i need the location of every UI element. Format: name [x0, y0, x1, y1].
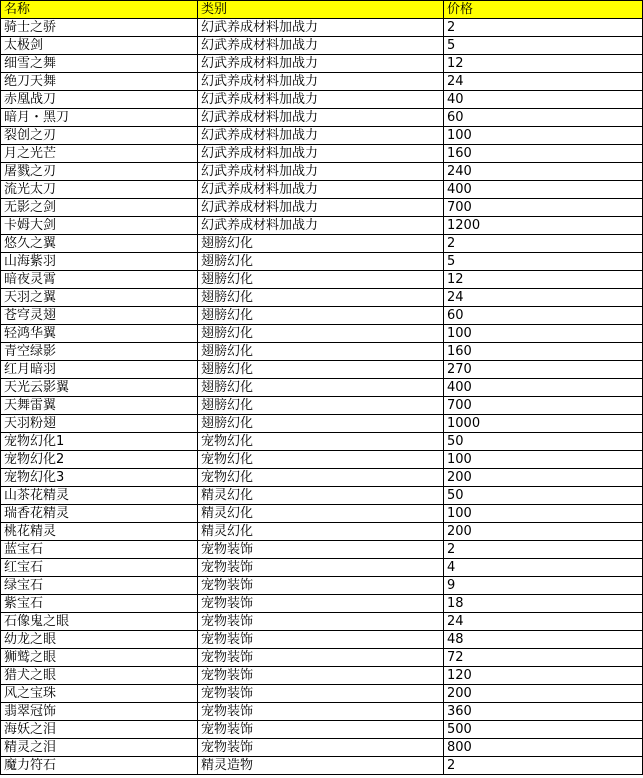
cell-category: 翅膀幻化 — [198, 325, 444, 343]
cell-price: 18 — [444, 595, 643, 613]
cell-price: 400 — [444, 379, 643, 397]
cell-name: 海妖之泪 — [1, 721, 198, 739]
cell-price: 60 — [444, 109, 643, 127]
cell-name: 宠物幻化1 — [1, 433, 198, 451]
cell-name: 红宝石 — [1, 559, 198, 577]
column-header-name: 名称 — [1, 1, 198, 19]
cell-category: 宠物幻化 — [198, 451, 444, 469]
cell-price: 270 — [444, 361, 643, 379]
cell-category: 精灵造物 — [198, 757, 444, 775]
table-row — [1, 613, 643, 631]
cell-price: 12 — [444, 271, 643, 289]
cell-price: 5 — [444, 253, 643, 271]
cell-name: 暗月・黑刀 — [1, 109, 198, 127]
cell-name: 太极剑 — [1, 37, 198, 55]
cell-price: 1000 — [444, 415, 643, 433]
cell-category: 幻武养成材料加战力 — [198, 55, 444, 73]
table-row — [1, 505, 643, 523]
cell-price: 72 — [444, 649, 643, 667]
table-row — [1, 397, 643, 415]
cell-name: 山茶花精灵 — [1, 487, 198, 505]
cell-category: 幻武养成材料加战力 — [198, 199, 444, 217]
cell-category: 宠物装饰 — [198, 595, 444, 613]
cell-category: 翅膀幻化 — [198, 235, 444, 253]
table-row — [1, 37, 643, 55]
table-row — [1, 19, 643, 37]
cell-price: 24 — [444, 613, 643, 631]
cell-name: 无影之剑 — [1, 199, 198, 217]
table-row — [1, 451, 643, 469]
cell-category: 宠物幻化 — [198, 469, 444, 487]
cell-category: 幻武养成材料加战力 — [198, 73, 444, 91]
table-row — [1, 379, 643, 397]
table-row — [1, 559, 643, 577]
cell-name: 悠久之翼 — [1, 235, 198, 253]
cell-price: 12 — [444, 55, 643, 73]
table-row — [1, 595, 643, 613]
cell-category: 幻武养成材料加战力 — [198, 19, 444, 37]
cell-category: 翅膀幻化 — [198, 289, 444, 307]
cell-price: 2 — [444, 235, 643, 253]
table-row — [1, 361, 643, 379]
cell-price: 60 — [444, 307, 643, 325]
cell-category: 宠物装饰 — [198, 649, 444, 667]
cell-category: 幻武养成材料加战力 — [198, 163, 444, 181]
cell-category: 幻武养成材料加战力 — [198, 181, 444, 199]
cell-price: 700 — [444, 397, 643, 415]
cell-name: 风之宝珠 — [1, 685, 198, 703]
cell-name: 天光云影翼 — [1, 379, 198, 397]
cell-name: 天羽粉翅 — [1, 415, 198, 433]
cell-category: 宠物装饰 — [198, 577, 444, 595]
table-row — [1, 235, 643, 253]
cell-price: 9 — [444, 577, 643, 595]
cell-category: 翅膀幻化 — [198, 253, 444, 271]
cell-category: 宠物装饰 — [198, 721, 444, 739]
cell-price: 700 — [444, 199, 643, 217]
cell-name: 幼龙之眼 — [1, 631, 198, 649]
cell-price: 100 — [444, 505, 643, 523]
table-row — [1, 109, 643, 127]
cell-name: 骑士之骄 — [1, 19, 198, 37]
table-row — [1, 523, 643, 541]
cell-name: 宠物幻化2 — [1, 451, 198, 469]
cell-price: 50 — [444, 487, 643, 505]
cell-name: 天羽之翼 — [1, 289, 198, 307]
cell-price: 40 — [444, 91, 643, 109]
cell-category: 宠物幻化 — [198, 433, 444, 451]
table-row — [1, 667, 643, 685]
table-row — [1, 181, 643, 199]
table-row — [1, 55, 643, 73]
cell-price: 800 — [444, 739, 643, 757]
cell-price: 2 — [444, 541, 643, 559]
cell-price: 100 — [444, 451, 643, 469]
cell-category: 精灵幻化 — [198, 505, 444, 523]
cell-category: 翅膀幻化 — [198, 271, 444, 289]
cell-price: 200 — [444, 685, 643, 703]
cell-name: 细雪之舞 — [1, 55, 198, 73]
table-row — [1, 325, 643, 343]
cell-price: 1200 — [444, 217, 643, 235]
cell-name: 山海紫羽 — [1, 253, 198, 271]
cell-category: 宠物装饰 — [198, 739, 444, 757]
table-row — [1, 343, 643, 361]
column-header-price: 价格 — [444, 1, 643, 19]
table-row — [1, 631, 643, 649]
cell-category: 翅膀幻化 — [198, 343, 444, 361]
table-row — [1, 253, 643, 271]
cell-price: 500 — [444, 721, 643, 739]
cell-name: 翡翠冠饰 — [1, 703, 198, 721]
table-row — [1, 127, 643, 145]
cell-name: 魔力符石 — [1, 757, 198, 775]
cell-name: 天舞雷翼 — [1, 397, 198, 415]
cell-price: 100 — [444, 127, 643, 145]
table-row — [1, 541, 643, 559]
cell-name: 暗夜灵霄 — [1, 271, 198, 289]
cell-name: 蓝宝石 — [1, 541, 198, 559]
table-row — [1, 91, 643, 109]
cell-name: 红月暗羽 — [1, 361, 198, 379]
cell-price: 400 — [444, 181, 643, 199]
cell-category: 幻武养成材料加战力 — [198, 109, 444, 127]
table-row — [1, 469, 643, 487]
table-row — [1, 703, 643, 721]
cell-category: 翅膀幻化 — [198, 397, 444, 415]
cell-price: 100 — [444, 325, 643, 343]
cell-price: 240 — [444, 163, 643, 181]
table-row — [1, 649, 643, 667]
cell-name: 瑞香花精灵 — [1, 505, 198, 523]
table-body — [1, 19, 643, 775]
cell-category: 翅膀幻化 — [198, 415, 444, 433]
cell-price: 200 — [444, 469, 643, 487]
cell-price: 24 — [444, 289, 643, 307]
cell-category: 宠物装饰 — [198, 613, 444, 631]
cell-price: 50 — [444, 433, 643, 451]
cell-name: 绿宝石 — [1, 577, 198, 595]
cell-category: 翅膀幻化 — [198, 379, 444, 397]
cell-category: 翅膀幻化 — [198, 361, 444, 379]
cell-category: 宠物装饰 — [198, 667, 444, 685]
cell-name: 绝刀天舞 — [1, 73, 198, 91]
header-row — [1, 1, 643, 19]
cell-name: 卡姆大剑 — [1, 217, 198, 235]
cell-price: 2 — [444, 19, 643, 37]
cell-price: 4 — [444, 559, 643, 577]
cell-category: 宠物装饰 — [198, 685, 444, 703]
cell-name: 裂创之刃 — [1, 127, 198, 145]
table-row — [1, 739, 643, 757]
cell-price: 5 — [444, 37, 643, 55]
cell-name: 石像鬼之眼 — [1, 613, 198, 631]
cell-name: 猎犬之眼 — [1, 667, 198, 685]
cell-category: 幻武养成材料加战力 — [198, 37, 444, 55]
cell-name: 宠物幻化3 — [1, 469, 198, 487]
table-row — [1, 433, 643, 451]
cell-category: 幻武养成材料加战力 — [198, 145, 444, 163]
cell-name: 月之光芒 — [1, 145, 198, 163]
cell-category: 宠物装饰 — [198, 559, 444, 577]
table-row — [1, 307, 643, 325]
cell-category: 幻武养成材料加战力 — [198, 127, 444, 145]
table-row — [1, 577, 643, 595]
table-row — [1, 145, 643, 163]
cell-name: 轻鸿华翼 — [1, 325, 198, 343]
cell-name: 青空绿影 — [1, 343, 198, 361]
cell-category: 精灵幻化 — [198, 487, 444, 505]
table-row — [1, 721, 643, 739]
table-row — [1, 199, 643, 217]
cell-category: 宠物装饰 — [198, 631, 444, 649]
column-header-category: 类别 — [198, 1, 444, 19]
cell-category: 幻武养成材料加战力 — [198, 217, 444, 235]
cell-category: 宠物装饰 — [198, 703, 444, 721]
table-row — [1, 289, 643, 307]
table-row — [1, 163, 643, 181]
cell-price: 24 — [444, 73, 643, 91]
cell-name: 精灵之泪 — [1, 739, 198, 757]
cell-price: 48 — [444, 631, 643, 649]
table-row — [1, 487, 643, 505]
table-row — [1, 73, 643, 91]
cell-category: 精灵幻化 — [198, 523, 444, 541]
cell-price: 160 — [444, 145, 643, 163]
cell-name: 屠戮之刃 — [1, 163, 198, 181]
cell-name: 狮鹫之眼 — [1, 649, 198, 667]
table-row — [1, 217, 643, 235]
cell-category: 幻武养成材料加战力 — [198, 91, 444, 109]
cell-name: 紫宝石 — [1, 595, 198, 613]
table-row — [1, 685, 643, 703]
cell-name: 桃花精灵 — [1, 523, 198, 541]
cell-name: 赤凰战刀 — [1, 91, 198, 109]
cell-name: 流光太刀 — [1, 181, 198, 199]
cell-price: 200 — [444, 523, 643, 541]
cell-name: 苍穹灵翅 — [1, 307, 198, 325]
cell-price: 120 — [444, 667, 643, 685]
table-row — [1, 271, 643, 289]
table-row — [1, 415, 643, 433]
cell-price: 160 — [444, 343, 643, 361]
cell-price: 2 — [444, 757, 643, 775]
cell-price: 360 — [444, 703, 643, 721]
table-row — [1, 757, 643, 775]
table-header — [1, 1, 643, 19]
cell-category: 翅膀幻化 — [198, 307, 444, 325]
cell-category: 宠物装饰 — [198, 541, 444, 559]
